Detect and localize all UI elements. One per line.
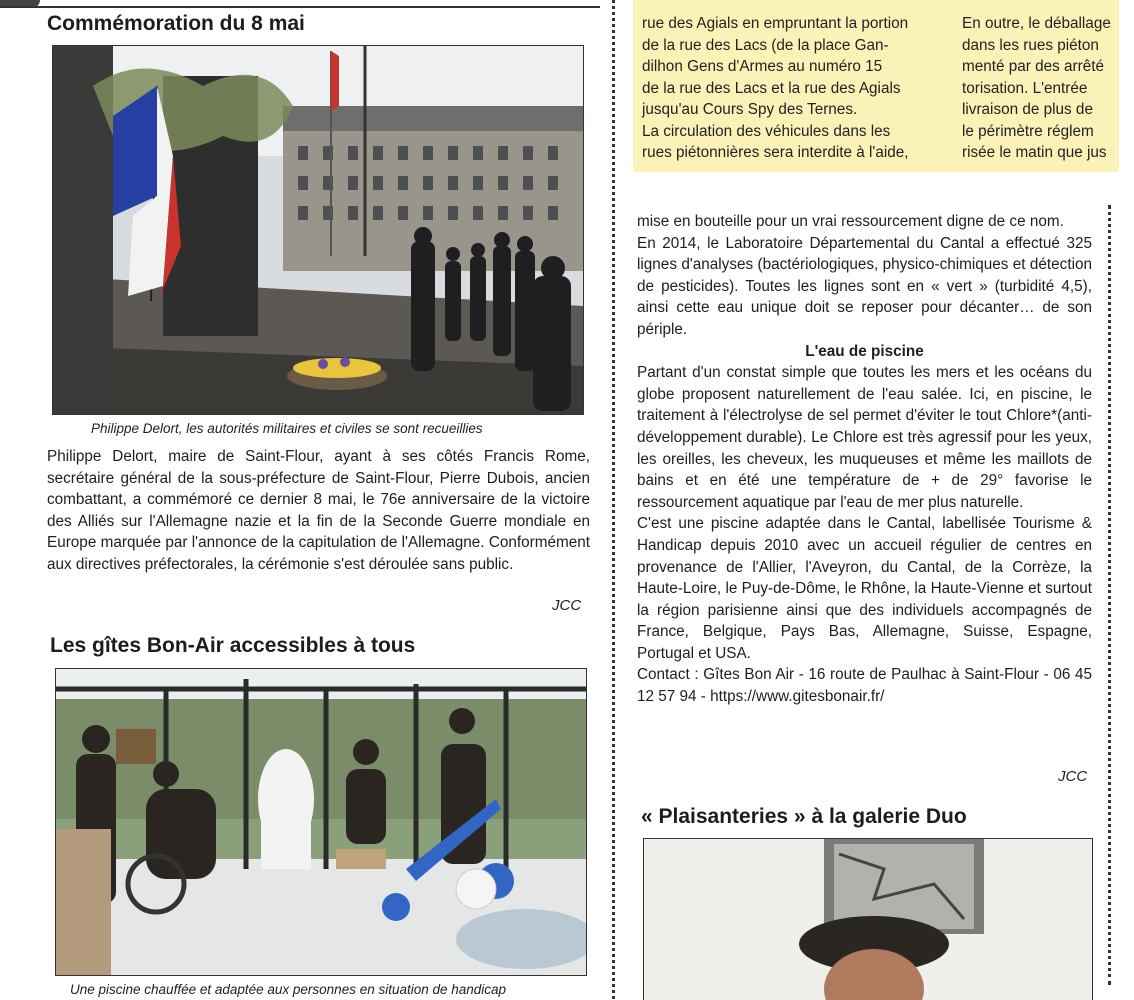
contact-line: Contact : Gîtes Bon Air - 16 route de Paulhac à Saint-Flour - 06 45 12 57 94 - https://www.gitesbonair.fr/ — [637, 666, 1092, 706]
notice-line: livraison de plus de — [962, 101, 1093, 118]
notice-line: de la rue des Lacs et la rue des Agials — [642, 79, 901, 97]
gites-photo-caption: Une piscine chauffée et adaptée aux personnes en situation de handicap — [70, 982, 507, 997]
water-para-1: mise en bouteille pour un vrai ressourcement digne de ce nom. — [637, 213, 1064, 230]
pool-subheading: L'eau de piscine — [805, 342, 924, 360]
notice-line: menté par des arrêté — [962, 58, 1104, 75]
notice-line: dilhon Gens d'Armes au numéro 15 — [642, 58, 883, 75]
commemoration-signature: JCC — [552, 597, 582, 614]
traffic-notice-box — [633, 0, 1119, 172]
water-signature: JCC — [1058, 768, 1088, 785]
water-para-3: Partant d'un constat simple que toutes les mers et les océans du globe proposent naturellement de l'eau salée. Ici, en piscine, le traitement à l'électrolyse de sel permet d'éviter le tout Chlore*(anti-développement durable). Le Chlore est très agressif pour les yeux, les oreilles, les cheveux, les muqueuses et même les maillots de bains et en été une température de + de 29° favorise le ressourcement aquatique par l'eau de mer plus naturelle. — [637, 364, 1092, 511]
article-title-galerie: « Plaisanteries » à la galerie Duo — [641, 805, 967, 828]
article-title-commemoration: Commémoration du 8 mai — [47, 12, 305, 35]
notice-line: rue des Agials en empruntant la portion — [642, 15, 909, 32]
notice-line: jusqu'au Cours Spy des Ternes. — [642, 101, 858, 118]
right-divider — [1108, 205, 1111, 985]
top-rule — [0, 6, 600, 8]
notice-col-1 — [642, 13, 909, 164]
water-article — [637, 211, 1092, 708]
notice-line: torisation. L'entrée — [962, 79, 1088, 97]
notice-col-2 — [962, 13, 1111, 164]
water-para-2: En 2014, le Laboratoire Départemental du Cantal a effectué 325 lignes d'analyses (bactériologiques, physico-chimiques et détection de pesticides). Toutes les lignes sont en « vert » (turbidité 4,5), ainsi cette eau unique doit se reposer pour décanter… de son périple. — [637, 234, 1092, 338]
column-divider — [612, 0, 615, 999]
article-title-gites: Les gîtes Bon-Air accessibles à tous — [50, 634, 416, 657]
commemoration-body: Philippe Delort, maire de Saint-Flour, ayant à ses côtés Francis Rome, secrétaire général de la sous-préfecture de Saint-Flour, Pierre Dubois, ancien combattant, a commémoré ce dernier 8 mai, le 76e anniversaire de la victoire des Alliés sur l'Allemagne nazie et la fin de la Seconde Guerre mondiale en Europe marquée par l'annonce de la capitulation de l'Allemagne. Conformément aux directives préfectorales, la cérémonie s'est déroulée sans public. — [47, 448, 590, 573]
notice-line: le périmètre réglem — [962, 122, 1094, 140]
notice-line: dans les rues piéton — [962, 36, 1099, 54]
notice-line: risée le matin que jus — [962, 144, 1107, 161]
commemoration-photo — [52, 45, 584, 415]
water-para-4: C'est une piscine adaptée dans le Cantal, labellisée Tourisme & Handicap depuis 2010 avec un accueil régulier de centres en provenance de l'Allier, l'Aveyron, du Cantal, de la Corrèze, la Haute-Loire, le Puy-de-Dôme, le Rhône, la Haute-Vienne et surtout la région parisienne ainsi que des individuels accompagnés de France, Belgique, Pays Bas, Allemagne, Suisse, Espagne, Portugal et USA. — [637, 515, 1092, 662]
notice-line: rues piétonnières sera interdite à l'aide, — [642, 144, 909, 161]
commemoration-photo-caption: Philippe Delort, les autorités militaires et civiles se sont recueillies — [91, 421, 483, 436]
gites-pool-photo — [55, 668, 587, 976]
notice-line: La circulation des véhicules dans les — [642, 122, 891, 140]
galerie-photo — [643, 838, 1093, 1000]
notice-line: de la rue des Lacs (de la place Gan- — [642, 36, 889, 54]
notice-line: En outre, le déballage — [962, 15, 1111, 32]
